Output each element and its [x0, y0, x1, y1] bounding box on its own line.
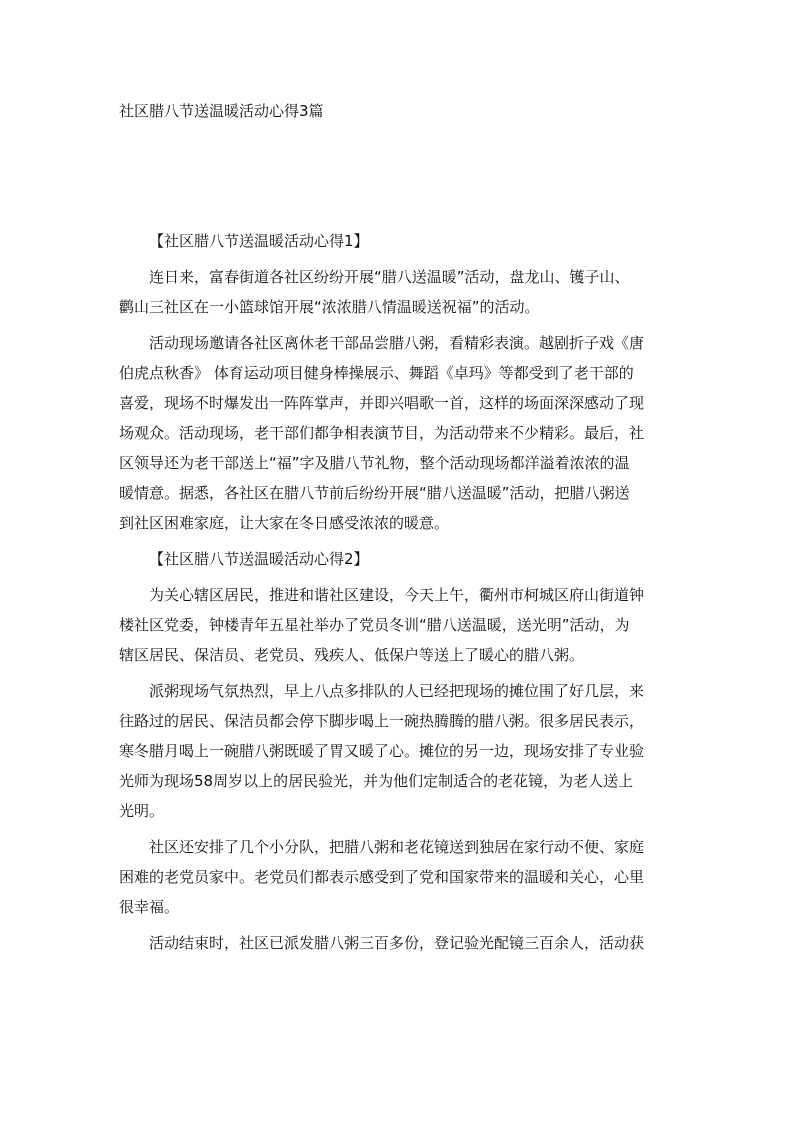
text-line: 派粥现场气氛热烈，早上八点多排队的人已经把现场的摊位围了好几层，来: [149, 682, 645, 700]
text-line: 光师为现场58周岁以上的居民验光，并为他们定制适合的老花镜，为老人送上: [119, 772, 634, 790]
paragraph: [119, 832, 681, 922]
text-line: 很幸福。: [119, 898, 180, 916]
text-line: 光明。: [119, 802, 165, 820]
section-1: [119, 226, 681, 538]
text-line: 困难的老党员家中。老党员们都表示感受到了党和国家带来的温暖和关心，心里: [119, 868, 645, 886]
text-line: 喜爱，现场不时爆发出一阵阵掌声，并即兴唱歌一首，这样的场面深深感动了现: [119, 394, 645, 412]
text-line: 活动现场邀请各社区离休老干部品尝腊八粥，看精彩表演。越剧折子戏《唐: [149, 334, 645, 352]
section-heading: 【社区腊八节送温暖活动心得2】: [149, 550, 369, 568]
section-2: [119, 544, 681, 958]
text-line: 到社区困难家庭，让大家在冬日感受浓浓的暖意。: [119, 514, 450, 532]
text-line: 鹳山三社区在一小篮球馆开展“浓浓腊八情温暖送祝福”的活动。: [119, 298, 540, 316]
text-line: 区领导还为老干部送上“福”字及腊八节礼物，整个活动现场都洋溢着浓浓的温: [119, 454, 630, 472]
text-line: 连日来，富春街道各社区纷纷开展“腊八送温暖”活动，盘龙山、镬子山、: [149, 268, 630, 286]
paragraph: [119, 928, 681, 958]
text-line: 楼社区党委，钟楼青年五星社举办了党员冬训“腊八送温暖，送光明”活动，为: [119, 616, 630, 634]
paragraph: [119, 676, 681, 826]
paragraph: [119, 328, 681, 538]
paragraph: [119, 580, 681, 670]
document-body: [119, 226, 681, 958]
text-line: 暖情意。据悉，各社区在腊八节前后纷纷开展“腊八送温暖”活动，把腊八粥送: [119, 484, 630, 502]
paragraph: [119, 262, 681, 322]
section-heading: 【社区腊八节送温暖活动心得1】: [149, 232, 369, 250]
text-line: 辖区居民、保洁员、老党员、残疾人、低保户等送上了暖心的腊八粥。: [119, 646, 585, 664]
text-line: 社区还安排了几个小分队，把腊八粥和老花镜送到独居在家行动不便、家庭: [149, 838, 645, 856]
text-line: 伯虎点秋香》 体育运动项目健身棒操展示、舞蹈《卓玛》等都受到了老干部的: [119, 364, 634, 382]
text-line: 活动结束时，社区已派发腊八粥三百多份，登记验光配镜三百余人，活动获: [149, 934, 645, 952]
text-line: 寒冬腊月喝上一碗腊八粥既暖了胃又暖了心。摊位的另一边，现场安排了专业验: [119, 742, 645, 760]
text-line: 往路过的居民、保洁员都会停下脚步喝上一碗热腾腾的腊八粥。很多居民表示，: [119, 712, 645, 730]
document-title: 社区腊八节送温暖活动心得3篇: [119, 102, 324, 120]
text-line: 为关心辖区居民，推进和谐社区建设，今天上午，衢州市柯城区府山街道钟: [149, 586, 645, 604]
text-line: 场观众。活动现场，老干部们都争相表演节目，为活动带来不少精彩。最后，社: [119, 424, 645, 442]
